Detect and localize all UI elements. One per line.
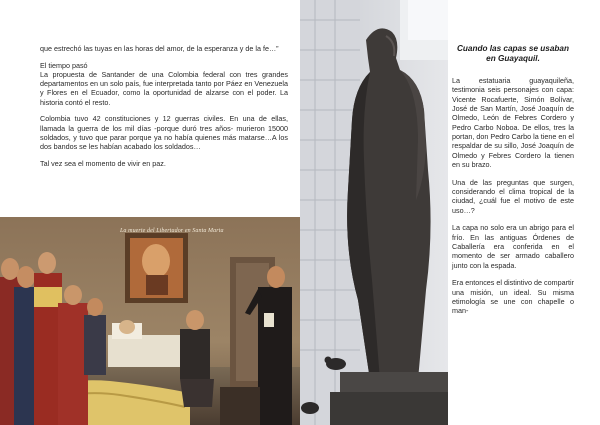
body-paragraph: Era entonces el distintivo de compartir una misión, un ideal. Su misma etimología se une con chapelle o man- (452, 278, 574, 316)
body-paragraph: Colombia tuvo 42 constituciones y 12 guerras civiles. En una de ellas, llamada la guerra de los mil días -porque duró tres años- murieron 15000 soldados, y tuvo que parar porque ya no había quienes más matarse…A los dos bandos se les habían acabado los soldados… (40, 114, 288, 152)
quote-paragraph: que estrechó las tuyas en las horas del amor, de la esperanza y de la fe…” (40, 44, 279, 53)
painting-death-of-liberator (0, 217, 300, 425)
statue-photo (300, 0, 448, 425)
body-paragraph: Tal vez sea el momento de vivir en paz. (40, 158, 166, 168)
statue-photo-image (300, 0, 448, 425)
body-paragraph: La estatuaria guayaquileña, testimonia seis personajes con capa: Vicente Rocafuerte, Simón Bolívar, José de San Martín, José Joaquín de Olmedo, León de Febres Cordero y Pedro Carbo Noboa. De ellos, tres la portan, don Pedro Carbo la tiene en el respaldar de su sillo, José Joaquín de Olmedo y Febres Cordero la tienen en su brazo. (452, 76, 574, 169)
section-subheading: El tiempo pasó (40, 60, 88, 70)
right-page (300, 0, 600, 425)
painting-caption: La muerte del Libertador en Santa Marta (120, 228, 224, 234)
body-paragraph: La propuesta de Santander de una Colombia federal con tres grandes departamentos en un solo país, fue interpretada tanto por Páez en Venezuela y Flores en el Ecuador, como la oportunidad de alzarse con el poder. La historia contó el resto. (40, 69, 288, 107)
painting-image (0, 217, 300, 425)
body-paragraph: Una de las preguntas que surgen, considerando el clima tropical de la ciudad, ¿cuál fue el motivo de este uso…? (452, 177, 574, 215)
article-title: Cuando las capas se usaban en Guayaquil. (457, 44, 569, 63)
left-text-column (40, 44, 288, 175)
body-paragraph: La capa no solo era un abrigo para el frío. En las antiguas Órdenes de Caballería era conferida en el momento de ser armado caballero junto con la espada. (452, 223, 574, 270)
right-text-column (452, 44, 574, 324)
